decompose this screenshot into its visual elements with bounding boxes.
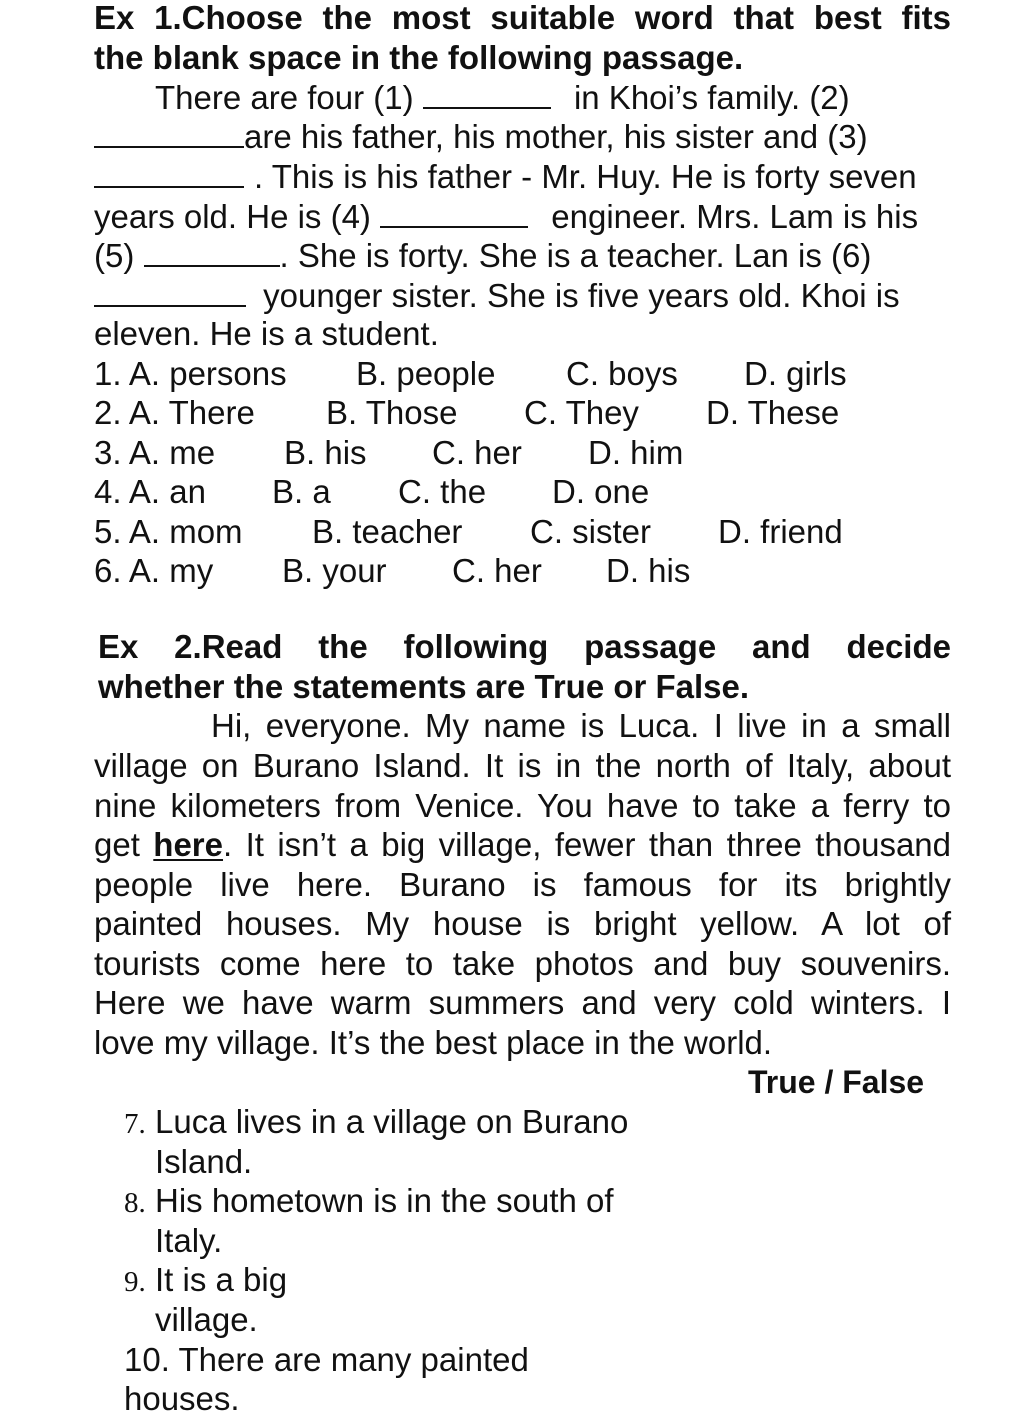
q1-option-d[interactable]: D. girls xyxy=(744,355,847,392)
q3-option-c[interactable]: C. her xyxy=(432,434,522,471)
statement-7-text-line-1: Luca lives in a village on Burano xyxy=(155,1103,629,1140)
ex1-passage-line-4: years old. He is (4) engineer. Mrs. Lam is his xyxy=(94,198,919,235)
statement-10 xyxy=(124,1340,529,1380)
ex1-passage-line-6: younger sister. She is five years old. Khoi is xyxy=(94,275,951,316)
blank-4[interactable] xyxy=(380,196,528,228)
q6-option-b[interactable]: B. your xyxy=(282,552,387,589)
q1-option-b[interactable]: B. people xyxy=(356,355,496,392)
ex2-passage-line-3: nine kilometers from Venice. You have to take a ferry to xyxy=(94,787,951,824)
statement-8-text-line-1: His hometown is in the south of xyxy=(155,1182,614,1219)
ex2-passage-line-5: people live here. Burano is famous for its brightly xyxy=(94,866,951,903)
ex2-passage-line-8: Here we have warm summers and very cold winters. I xyxy=(94,984,951,1021)
ex1-passage-line-7: eleven. He is a student. xyxy=(94,315,439,352)
q5-option-d[interactable]: D. friend xyxy=(718,513,843,550)
ex1-passage-line-3: . This is his father - Mr. Huy. He is forty seven xyxy=(94,156,951,197)
ex2-title-line-2: whether the statements are True or False. xyxy=(98,668,750,705)
statement-10-text-line-1: There are many painted xyxy=(178,1341,529,1378)
q2-option-a[interactable]: 2. A. There xyxy=(94,394,255,431)
true-false-header: True / False xyxy=(748,1064,925,1100)
q4-option-a[interactable]: 4. A. an xyxy=(94,473,206,510)
q5-option-b[interactable]: B. teacher xyxy=(312,513,463,550)
q4-option-c[interactable]: C. the xyxy=(398,473,487,510)
q2-option-b[interactable]: B. Those xyxy=(326,394,458,431)
q1-option-c[interactable]: C. boys xyxy=(566,355,678,392)
q3-option-a[interactable]: 3. A. me xyxy=(94,434,216,471)
q3-option-d[interactable]: D. him xyxy=(588,434,684,471)
ex2-passage-line-6: painted houses. My house is bright yellow. A lot of xyxy=(94,905,951,942)
statement-8-text-line-2: Italy. xyxy=(155,1222,223,1259)
statement-9 xyxy=(124,1260,288,1302)
ex2-title-line-1: Ex 2.Read the following passage and decide xyxy=(98,628,951,665)
q6-option-c[interactable]: C. her xyxy=(452,552,542,589)
q2-option-d[interactable]: D. These xyxy=(706,394,840,431)
statement-7 xyxy=(124,1102,629,1144)
q4-option-d[interactable]: D. one xyxy=(552,473,650,510)
ex2-passage-line-1: Hi, everyone. My name is Luca. I live in a small xyxy=(211,707,951,744)
ex2-passage-line-9: love my village. It’s the best place in the world. xyxy=(94,1024,773,1061)
blank-6[interactable] xyxy=(94,275,246,307)
blank-3[interactable] xyxy=(94,156,244,188)
q6-option-d[interactable]: D. his xyxy=(606,552,691,589)
blank-5[interactable] xyxy=(144,235,280,267)
statement-10-text-line-2: houses. xyxy=(124,1380,240,1417)
q5-option-a[interactable]: 5. A. mom xyxy=(94,513,243,550)
blank-2[interactable] xyxy=(94,116,244,148)
ex1-passage-line-2: are his father, his mother, his sister and (3) xyxy=(94,116,951,157)
ex1-passage-line-5: (5) . She is forty. She is a teacher. Lan is (6) xyxy=(94,237,872,274)
q4-option-b[interactable]: B. a xyxy=(272,473,331,510)
statement-8 xyxy=(124,1181,614,1223)
ex2-passage-line-7: tourists come here to take photos and buy souvenirs. xyxy=(94,945,951,982)
statement-10-number: 10. xyxy=(124,1341,170,1378)
q5-option-c[interactable]: C. sister xyxy=(530,513,652,550)
q3-option-b[interactable]: B. his xyxy=(284,434,367,471)
statement-9-text-line-2: village. xyxy=(155,1301,258,1338)
ex1-title-line-2: the blank space in the following passage. xyxy=(94,39,744,76)
statement-7-number: 7. xyxy=(124,1108,146,1140)
statement-8-number: 8. xyxy=(124,1187,146,1219)
q1-option-a[interactable]: 1. A. persons xyxy=(94,355,287,392)
q6-option-a[interactable]: 6. A. my xyxy=(94,552,214,589)
ex1-passage-line-1: There are four (1) in Khoi’s family. (2) xyxy=(155,79,850,116)
underlined-word-here: here xyxy=(153,826,224,863)
ex1-title-line-1: Ex 1.Choose the most suitable word that best fits xyxy=(94,0,951,36)
ex2-passage-line-2: village on Burano Island. It is in the north of Italy, about xyxy=(94,747,951,784)
q2-option-c[interactable]: C. They xyxy=(524,394,639,431)
statement-9-number: 9. xyxy=(124,1266,146,1298)
statement-7-text-line-2: Island. xyxy=(155,1143,253,1180)
statement-9-text-line-1: It is a big xyxy=(155,1261,288,1298)
blank-1[interactable] xyxy=(423,77,551,109)
ex2-passage-line-4: get here. It isn’t a big village, fewer than three thousand xyxy=(94,826,951,863)
